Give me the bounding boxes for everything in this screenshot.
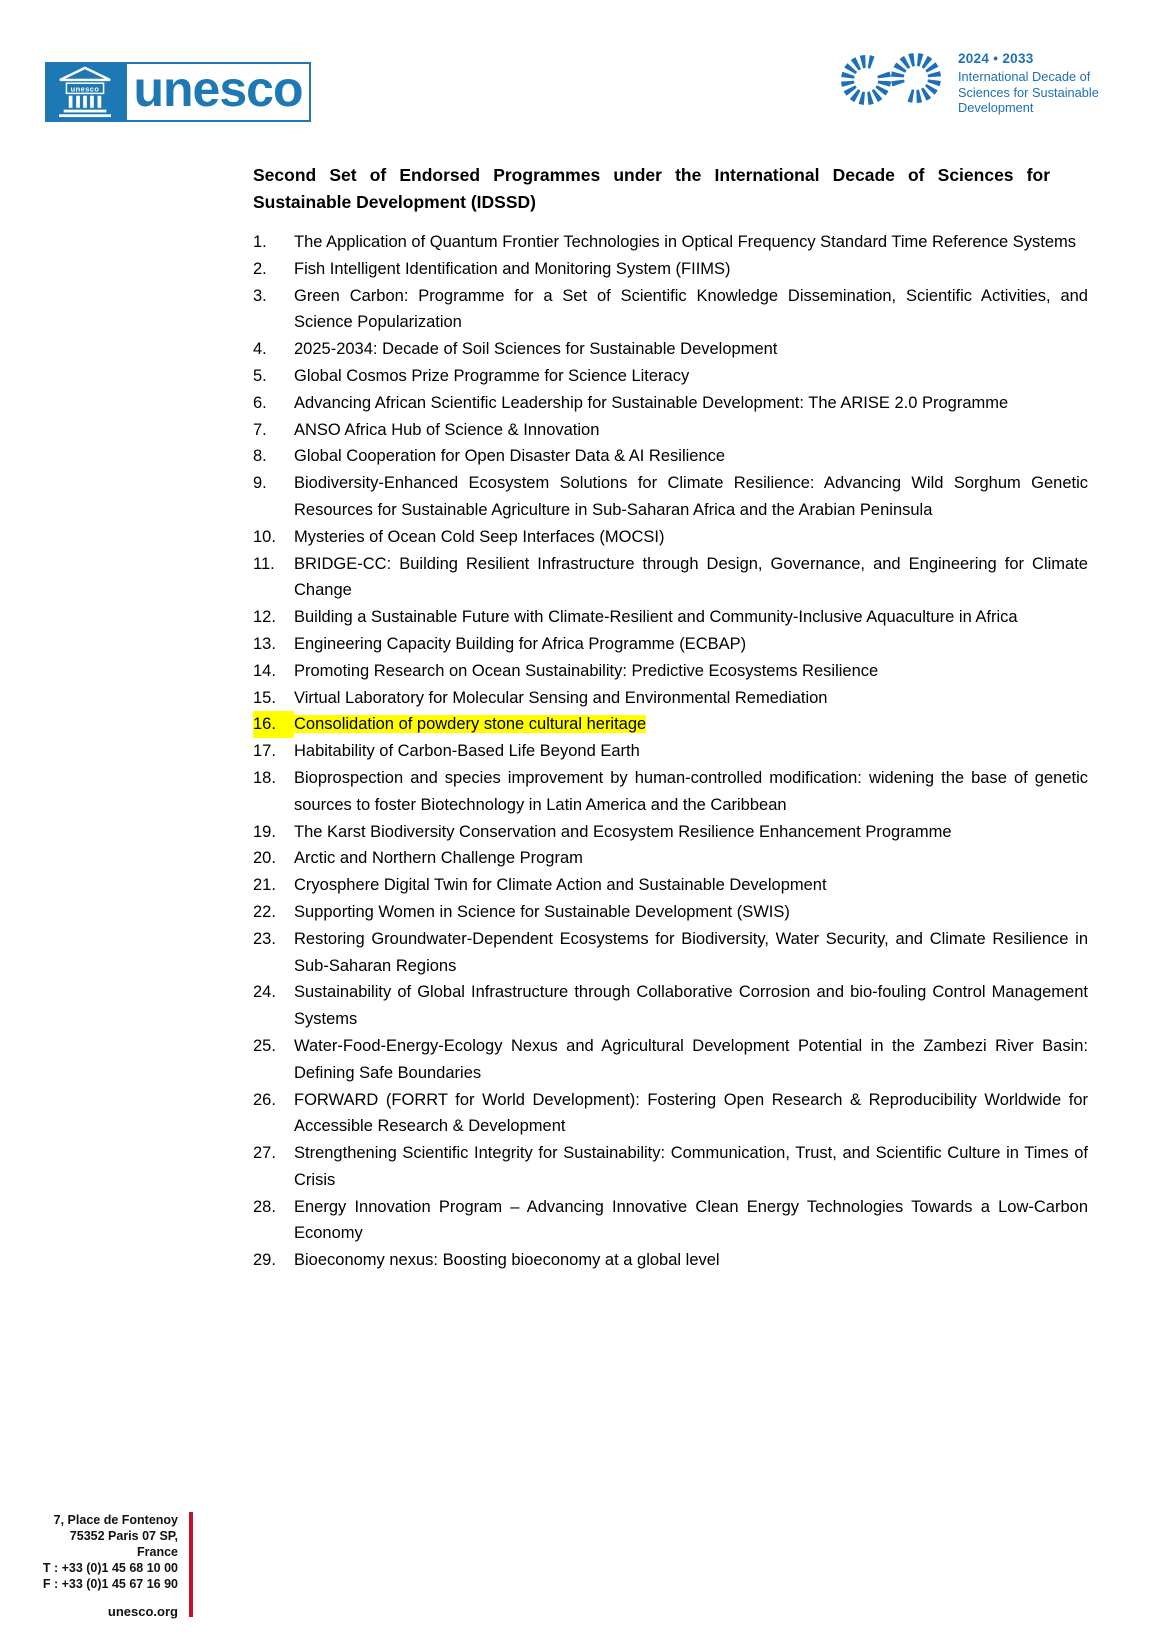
unesco-wordmark-text: unesco [133, 60, 303, 117]
footer-red-rule [189, 1512, 193, 1617]
item-number: 17. [253, 742, 276, 761]
item-text: Sustainability of Global Infrastructure through Collaborative Corrosion and bio-fouling Control Management Systems [294, 983, 1088, 1029]
footer-address [28, 1512, 178, 1620]
item-number: 12. [253, 608, 276, 627]
item-text: Bioprospection and species improvement by human-controlled modification: widening the base of genetic sources to foster Biotechnology in Latin America and the Caribbean [294, 768, 1088, 814]
idssd-name-line-1: International Decade of [958, 69, 1091, 84]
list-item [253, 658, 1088, 685]
item-number: 19. [253, 822, 276, 841]
idssd-years: 2024 • 2033 [958, 51, 1034, 66]
item-text: Engineering Capacity Building for Africa Programme (ECBAP) [294, 634, 747, 653]
item-text: Global Cosmos Prize Programme for Science Literacy [294, 366, 690, 385]
item-number: 3. [253, 286, 267, 305]
item-text: Cryosphere Digital Twin for Climate Action and Sustainable Development [294, 876, 827, 895]
item-text: Green Carbon: Programme for a Set of Scientific Knowledge Dissemination, Scientific Activities, and Science Popularization [294, 286, 1088, 332]
item-text: The Karst Biodiversity Conservation and Ecosystem Resilience Enhancement Programme [294, 822, 952, 841]
item-number: 25. [253, 1036, 276, 1055]
footer-fax-line: F : +33 (0)1 45 67 16 90 [42, 1577, 178, 1591]
item-number: 15. [253, 688, 276, 707]
emblem-letters: unesco [70, 84, 100, 94]
item-number: 16. [253, 711, 294, 738]
list-item [253, 604, 1088, 631]
item-number: 27. [253, 1144, 276, 1163]
programme-list [253, 229, 1088, 1274]
item-number: 26. [253, 1090, 276, 1109]
idssd-swirl-icon [838, 46, 944, 108]
list-item [253, 872, 1088, 899]
item-text: BRIDGE-CC: Building Resilient Infrastructure through Design, Governance, and Engineering for Climate Change [294, 554, 1088, 600]
item-number: 22. [253, 902, 276, 921]
list-item [253, 229, 1088, 256]
item-text: Consolidation of powdery stone cultural heritage [294, 715, 647, 734]
item-text: Supporting Women in Science for Sustainable Development (SWIS) [294, 902, 790, 921]
list-item [253, 631, 1088, 658]
idssd-name-line-3: Development [958, 100, 1034, 115]
footer-address-line-2: 75352 Paris 07 SP, France [69, 1529, 178, 1559]
item-text: Advancing African Scientific Leadership for Sustainable Development: The ARISE 2.0 Programme [294, 393, 1009, 412]
item-number: 10. [253, 527, 276, 546]
item-number: 7. [253, 420, 267, 439]
item-text: Global Cooperation for Open Disaster Data & AI Resilience [294, 447, 726, 466]
list-item [253, 443, 1088, 470]
item-text: Energy Innovation Program – Advancing Innovative Clean Energy Technologies Towards a Low-Carbon Economy [294, 1197, 1088, 1243]
unesco-logo [45, 62, 311, 122]
idssd-name-line-2: Sciences for Sustainable [958, 84, 1099, 100]
footer-phone-line: T : +33 (0)1 45 68 10 00 [42, 1561, 178, 1575]
item-number: 28. [253, 1197, 276, 1216]
item-text: Biodiversity-Enhanced Ecosystem Solutions for Climate Resilience: Advancing Wild Sorghum Genetic Resources for Sustainable Agriculture in Sub-Saharan Africa and the Arabian Peninsula [294, 474, 1088, 519]
item-number: 9. [253, 474, 267, 493]
list-item [253, 417, 1088, 444]
item-number: 18. [253, 768, 276, 787]
item-text: Fish Intelligent Identification and Monitoring System (FIIMS) [294, 259, 731, 278]
unesco-wordmark [125, 62, 311, 122]
list-item [253, 685, 1088, 712]
item-number: 13. [253, 634, 276, 653]
item-text: Building a Sustainable Future with Climate-Resilient and Community-Inclusive Aquaculture in Africa [294, 608, 1018, 627]
item-number: 2. [253, 259, 267, 278]
list-item [253, 336, 1088, 363]
item-number: 4. [253, 340, 267, 359]
list-item [253, 551, 1088, 605]
item-text: Strengthening Scientific Integrity for Sustainability: Communication, Trust, and Scientific Culture in Times of Crisis [294, 1144, 1088, 1189]
list-item [253, 899, 1088, 926]
list-item [253, 765, 1088, 819]
item-number: 11. [253, 554, 275, 573]
list-item [253, 470, 1088, 524]
footer-address-line-1: 7, Place de Fontenoy [53, 1513, 178, 1527]
list-item [253, 1140, 1088, 1194]
list-item [253, 256, 1088, 283]
item-number: 21. [253, 876, 276, 895]
list-item [253, 926, 1088, 980]
item-number: 14. [253, 661, 276, 680]
list-item [253, 283, 1088, 337]
item-number: 29. [253, 1251, 276, 1270]
item-text: Water-Food-Energy-Ecology Nexus and Agricultural Development Potential in the Zambezi River Basin: Defining Safe Boundaries [294, 1036, 1088, 1082]
list-item [253, 1033, 1088, 1087]
list-item [253, 363, 1088, 390]
item-number: 23. [253, 929, 276, 948]
idssd-logo [838, 46, 1099, 116]
list-item [253, 819, 1088, 846]
list-item [253, 738, 1088, 765]
item-text: Bioeconomy nexus: Boosting bioeconomy at a global level [294, 1251, 720, 1270]
idssd-text [958, 46, 1099, 116]
page-title: Second Set of Endorsed Programmes under the International Decade of Sciences for Sustainable Development (IDSSD) [253, 165, 1050, 212]
item-text: Restoring Groundwater-Dependent Ecosystems for Biodiversity, Water Security, and Climate Resilience in Sub-Saharan Regions [294, 929, 1088, 975]
list-item [253, 1194, 1088, 1248]
item-text: FORWARD (FORRT for World Development): Fostering Open Research & Reproducibility Worldwide for Accessible Research & Development [294, 1090, 1088, 1136]
item-text: The Application of Quantum Frontier Technologies in Optical Frequency Standard Time Reference Systems [294, 233, 1077, 251]
item-number: 8. [253, 447, 267, 466]
item-text: Promoting Research on Ocean Sustainability: Predictive Ecosystems Resilience [294, 661, 879, 680]
item-text: 2025-2034: Decade of Soil Sciences for Sustainable Development [294, 340, 778, 359]
item-text: Habitability of Carbon-Based Life Beyond Earth [294, 742, 640, 761]
footer-website: unesco.org [107, 1604, 178, 1619]
list-item [253, 979, 1088, 1033]
item-text: ANSO Africa Hub of Science & Innovation [294, 420, 600, 439]
unesco-emblem-icon [45, 62, 125, 122]
item-number: 1. [253, 233, 267, 251]
item-number: 24. [253, 983, 276, 1002]
list-item [253, 524, 1088, 551]
list-item [253, 390, 1088, 417]
item-number: 6. [253, 393, 267, 412]
list-item [253, 1247, 1088, 1274]
item-number: 5. [253, 366, 267, 385]
item-text: Mysteries of Ocean Cold Seep Interfaces (MOCSI) [294, 527, 665, 546]
item-number: 20. [253, 849, 276, 868]
list-item [253, 711, 1088, 738]
list-item [253, 845, 1088, 872]
item-text: Arctic and Northern Challenge Program [294, 849, 583, 868]
list-item [253, 1087, 1088, 1141]
item-text: Virtual Laboratory for Molecular Sensing and Environmental Remediation [294, 688, 828, 707]
